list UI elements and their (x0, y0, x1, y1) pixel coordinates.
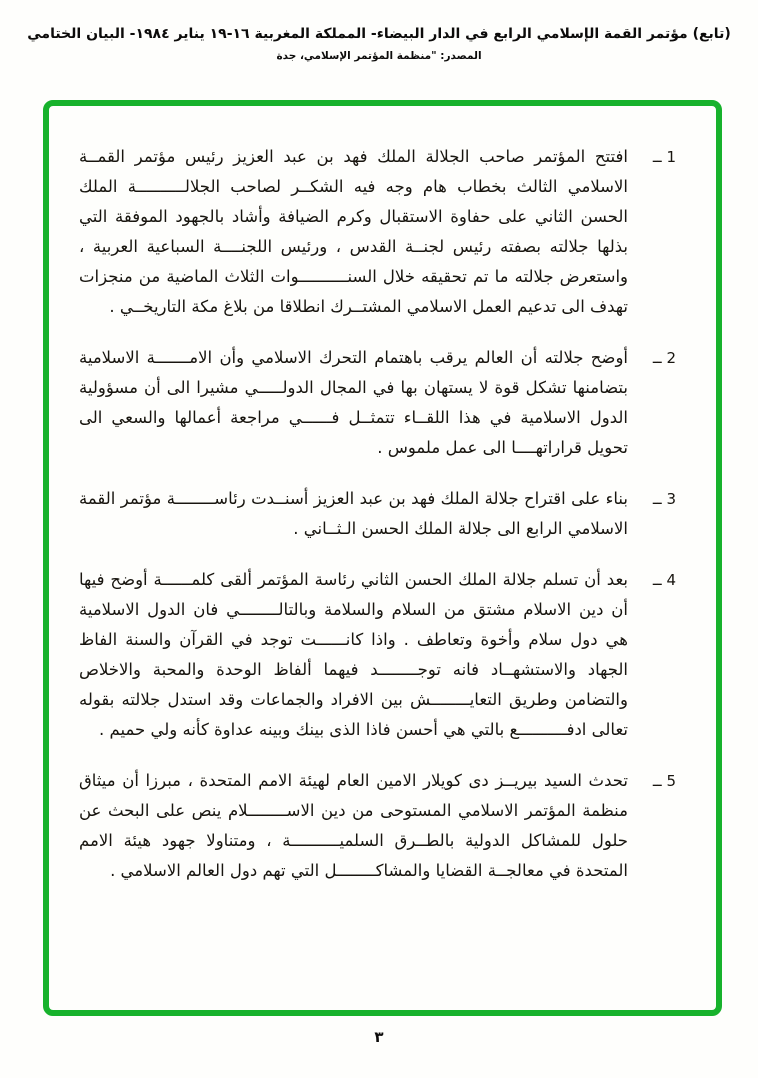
document-header (0, 26, 758, 62)
header-title: (تابع) مؤتمر القمة الإسلامي الرابع في الدار البيضاء- المملكة المغربية ⁦١٦-١٩⁩ يناير ١٩٨٤- البيان الختامي (27, 26, 731, 42)
paragraph-text: تحدث السيد بيريــز دى كويلار الامين العام لهيئة الامم المتحدة ، مبرزا أن ميثاق منظمة المؤتمر الاسلامي المستوحى من دين الاســــــــلام ينص على البحث عن حلول للمشاكل الدولية بالطــرق السلميــــــــــة ، ومتناولا جهود هيئة الامم المتحدة في معالجــة القضايا والمشاكــــــــل التي تهم دول العالم الاسلامي . (79, 771, 628, 880)
header-source: المصدر: "منظمة المؤتمر الإسلامي، جدة (276, 50, 482, 62)
paragraph (79, 766, 676, 886)
paragraph-number: 5 ــ (652, 772, 676, 790)
paragraph-text: أوضح جلالته أن العالم يرقب باهتمام التحرك الاسلامي وأن الامـــــــة الاسلامية بتضامنها تشكل قوة لا يستهان بها في المجال الدولـــــي مشيرا الى أن مسؤولية الدول الاسلامية في هذا اللقــاء تتمثــل فــــــي مراجعة أعمالها والسعي الى تحويل قراراتهــــا الى عمل ملموس . (79, 348, 628, 457)
paragraph-text: افتتح المؤتمر صاحب الجلالة الملك فهد بن عبد العزيز رئيس مؤتمر القمــة الاسلامي الثالث بخطاب هام وجه فيه الشكــر لصاحب الجلالــــــــــة الملك الحسن الثاني على حفاوة الاستقبال وكرم الضيافة وأشاد بالجهود الموفقة التي بذلها جلالته بصفته رئيس لجنــة القدس ، ورئيس اللجنــــة السباعية العربية ، واستعرض جلالته ما تم تحقيقه خلال السنــــــــــوات الثلاث الماضية من منجزات تهدف الى تدعيم العمل الاسلامي المشتــرك انطلاقا من بلاغ مكة التاريخــي . (79, 147, 628, 316)
paragraph-number: 1 ــ (652, 148, 676, 166)
paragraph (79, 484, 676, 544)
document-frame (43, 100, 722, 1016)
paragraph-number: 4 ــ (652, 571, 676, 589)
paragraph-text: بعد أن تسلم جلالة الملك الحسن الثاني رئاسة المؤتمر ألقى كلمــــــة أوضح فيها أن دين الاسلام مشتق من السلام والسلامة وبالتالــــــــي فان الدول الاسلامية هي دول سلام وأخوة وتعاطف . واذا كانــــــت توجد في القرآن والسنة الفاظ الجهاد والاستشهــاد فانه توجــــــــد فيهما ألفاظ الوحدة والمحبة والاخلاص والتضامن وطريق التعايــــــــش بين الافراد والجماعات وقد استدل جلالته بقوله تعالى ادفــــــــــع بالتي هي أحسن فاذا الذى بينك وبينه عداوة كأنه ولي حميم . (79, 570, 628, 739)
paragraph-list (79, 142, 676, 1002)
paragraph (79, 343, 676, 463)
page-number: ٣ (374, 1028, 384, 1046)
paragraph (79, 565, 676, 745)
paragraph-number: 3 ــ (652, 490, 676, 508)
paragraph-text: بناء على اقتراح جلالة الملك فهد بن عبد العزيز أسنــدت رئاســــــــة مؤتمر القمة الاسلامي الرابع الى جلالة الملك الحسن الـثــاني . (79, 489, 628, 538)
paragraph-number: 2 ــ (652, 349, 676, 367)
paragraph (79, 142, 676, 322)
